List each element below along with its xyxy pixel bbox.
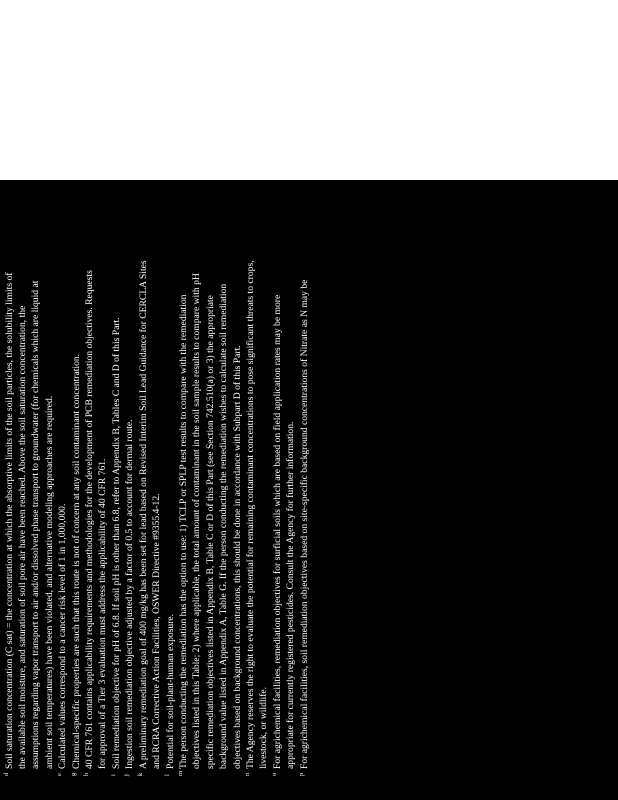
note-m [177, 186, 244, 776]
note-line: assumptions regarding vapor transport to air and/or dissolved phase transport to groundwater (for chemicals which are liquid at [30, 280, 42, 769]
note-line: Soil remediation objective for pH of 6.8. If soil pH is other than 6.8, refer to Appendix B, Tables C and D of this Part. [110, 317, 122, 769]
note-line: A preliminary remediation goal of 400 mg/kg has been set for lead based on Revised Interim Soil Lead Guidance for CERCLA Sites [137, 260, 149, 769]
note-k [137, 186, 164, 776]
note-line: and RCRA Corrective Action Facilities, OSWER Directive #9355.4-12. [151, 493, 163, 769]
note-p [298, 186, 311, 776]
note-line: objectives listed in this Table; 2) where applicable, the total amount of contaminant in the soil sample results to compare with pH [191, 273, 203, 769]
note-j [123, 186, 136, 776]
note-marker: p [297, 772, 305, 776]
note-marker: o [270, 772, 278, 776]
note-l [164, 186, 177, 776]
note-marker: i [109, 774, 117, 776]
note-marker: j [123, 774, 131, 776]
note-line: Calculated values correspond to a cancer risk level of 1 in 1,000,000. [57, 503, 69, 769]
note-h [83, 186, 110, 776]
note-line: Potential for soil-plant-human exposure. [164, 613, 176, 769]
note-marker: g [69, 772, 77, 776]
note-line: 40 CFR 761 contains applicability requirements and methodologies for the development of PCB remediation objectives. Requests [84, 270, 96, 769]
note-line: for approval of a Tier 3 evaluation must address the applicability of 40 CFR 761. [97, 458, 109, 769]
note-marker: n [243, 772, 251, 776]
note-marker: m [176, 770, 184, 776]
note-o [271, 186, 298, 776]
note-d [3, 186, 57, 776]
note-line: objectives based on background concentrations, this should be done in accordance with Subpart D of this Part. [231, 345, 243, 769]
note-line: For agrichemical facilities, remediation objectives for surficial soils which are based on field application rates may be more [271, 294, 283, 769]
note-line: the available soil moisture, and saturation of soil pore air have been reached. Above the soil saturation concentration, the [17, 305, 29, 769]
note-n [244, 186, 271, 776]
note-line: Ingestion soil remediation objective adjusted by a factor of 0.5 to account for dermal route. [124, 419, 136, 769]
scanned-page [0, 180, 618, 800]
note-g [70, 186, 83, 776]
note-line: The Agency reserves the right to evaluate the potential for remaining contaminant concentrations to pose significant threats to crops, [244, 260, 256, 769]
note-line: The person conducting the remediation has the option to use: 1) TCLP or SPLP test results to compare with the remediation [177, 294, 189, 769]
note-line: livestock, or wildlife. [258, 686, 270, 769]
notations-block [0, 186, 311, 776]
note-marker: d [2, 772, 10, 776]
note-line: appropriate for currently registered pesticides. Consult the Agency for further information. [285, 421, 297, 769]
note-line: For agrichemical facilities, soil remediation objectives based on site-specific background concentrations of Nitrate as N may be [298, 279, 310, 769]
note-line: Soil saturation concentration (C sat) = the concentration at which the absorptive limits of the soil particles, the solubility limits of [3, 272, 15, 769]
note-e [56, 186, 69, 776]
note-i [110, 186, 123, 776]
note-marker: k [136, 772, 144, 776]
note-line: Chemical-specific properties are such that this route is not of concern at any soil contaminant concentration. [70, 353, 82, 769]
note-line: specific remediation objectives listed in Appendix B, Table C or D of this Part (see Section 742.510(a) or 3) the appropriate [204, 295, 216, 769]
note-marker: e [56, 773, 64, 776]
note-marker: l [163, 774, 171, 776]
note-marker: h [83, 772, 91, 776]
notes-list [0, 186, 311, 776]
note-line: ambient soil temperatures) have been violated, and alternative modeling approaches are required. [43, 395, 55, 769]
note-line: background value listed in Appendix A, Table G. If the person conducting the remediation wishes to calculate soil remediation [218, 283, 230, 769]
